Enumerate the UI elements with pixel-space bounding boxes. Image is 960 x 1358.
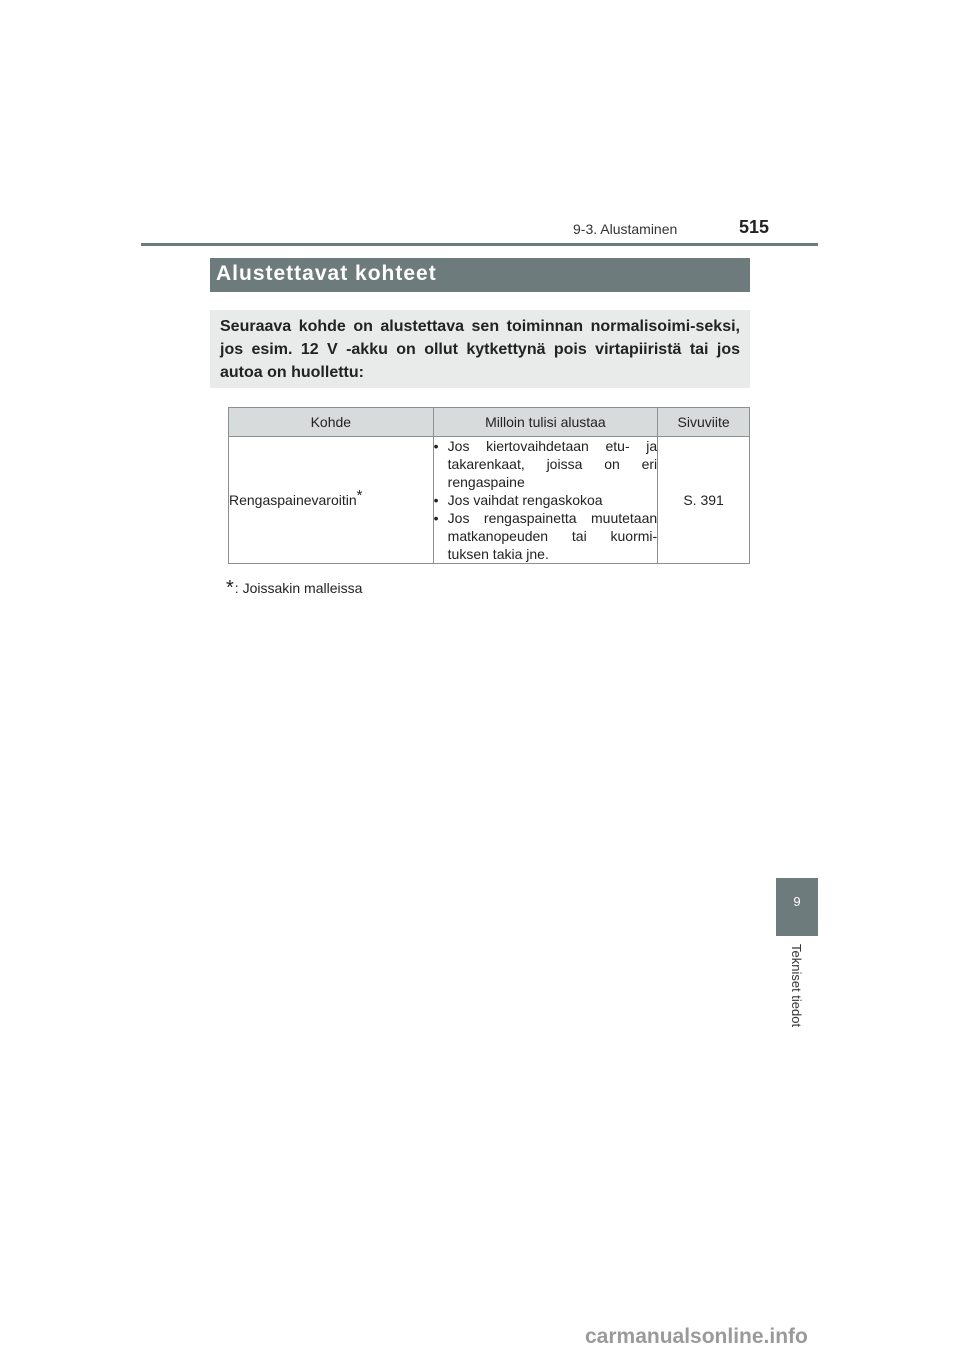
page-ref: S. 391: [683, 492, 724, 508]
chapter-label: Tekniset tiedot: [789, 944, 804, 1028]
table-row: [229, 437, 750, 564]
list-item: [434, 509, 658, 563]
intro-box: [210, 310, 750, 388]
condition-text: Jos vaihdat rengaskokoa: [447, 492, 603, 508]
title-bar: [210, 258, 750, 292]
header-page-ref: Sivuviite: [658, 408, 750, 437]
conditions-list: [434, 437, 658, 563]
footnote-mark: *: [226, 577, 234, 599]
footnote-text: : Joissakin malleissa: [234, 580, 363, 596]
page-title: Alustettavat kohteet: [216, 262, 437, 285]
bullet-icon: •: [433, 510, 439, 526]
intro-text: Seuraava kohde on alustettava sen toiminnan normalisoimi-seksi, jos esim. 12 V -akku on ollut kytkettynä pois virtapiiristä tai jos autoa on huollettu:: [220, 318, 740, 381]
item-cell: [229, 437, 434, 564]
footnote: [226, 577, 362, 600]
section-title: 9-3. Alustaminen: [573, 221, 678, 237]
list-item: [434, 491, 658, 509]
chapter-number: 9: [793, 894, 801, 909]
conditions-cell: [433, 437, 658, 564]
page-number: 515: [739, 217, 770, 237]
list-item: [434, 437, 658, 491]
reset-items-table: [228, 407, 750, 564]
bullet-icon: •: [433, 438, 439, 454]
chapter-tab: [776, 878, 818, 936]
header-divider: [141, 243, 818, 246]
page-ref-cell: [658, 437, 750, 564]
table-header-row: [229, 408, 750, 437]
header-when: Milloin tulisi alustaa: [433, 408, 658, 437]
condition-text: Jos kiertovaihdetaan etu- ja takarenkaat, joissa on eri rengaspaine: [447, 438, 658, 490]
bullet-icon: •: [433, 492, 439, 508]
condition-text: Jos rengaspainetta muutetaan matkanopeuden tai kuormi-tuksen takia jne.: [447, 510, 658, 562]
item-name: Rengaspainevaroitin: [229, 492, 357, 508]
item-footnote-mark: *: [356, 487, 363, 504]
header-item: Kohde: [229, 408, 434, 437]
watermark: carmanualsonline.info: [585, 1325, 808, 1348]
